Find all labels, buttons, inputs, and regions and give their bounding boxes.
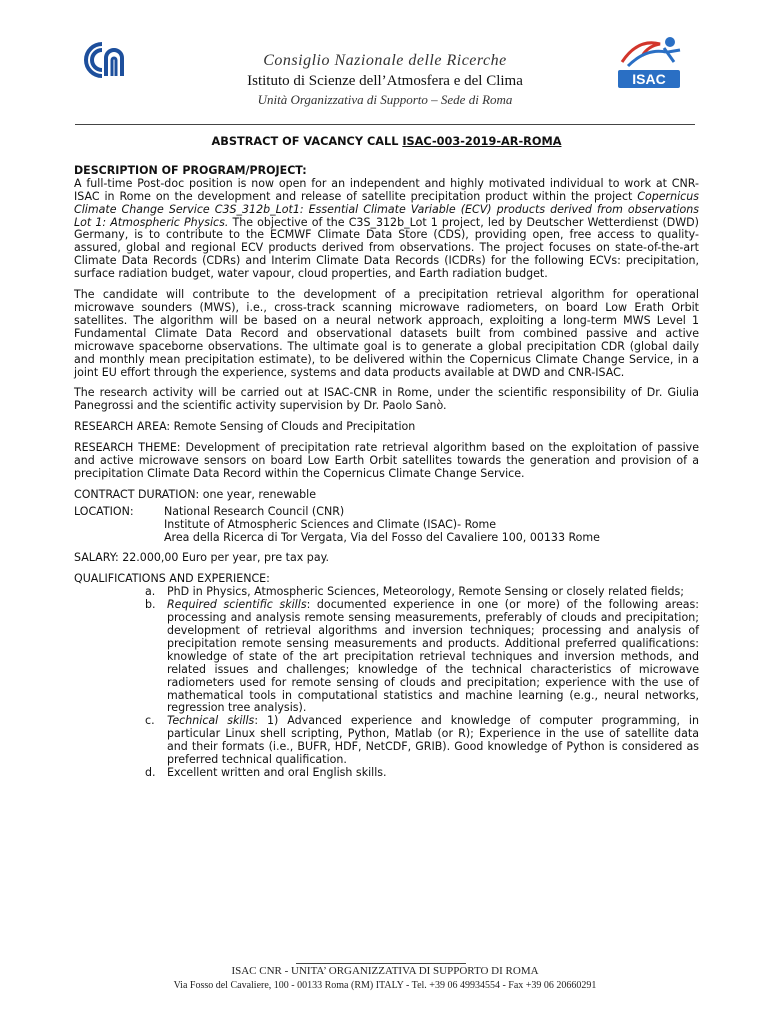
location-line-3: Area della Ricerca di Tor Vergata, Via del Fosso del Cavaliere 100, 00133 Rome [164, 530, 600, 544]
location-block [74, 506, 699, 545]
qualification-b-text: : documented experience in one (or more) of the following areas: processing and analysis remote sensing measurements, preferably of clouds and precipitation; development of retrieval algorithms and inversion techniques; processing and analysis of precipitation remote sensing measurements and products. Additional preferred qualifications: knowledge of state of the art precipitation retrieval techniques and inversion methods, and related issues and challenges; knowledge of the technical characteristics of microwave radiometers used for remote sensing of clouds and precipitation; experience with the use of mathematical tools in computational statistics and machine learning (e.g., neural networks, regression tree analysis). [167, 598, 699, 715]
header-divider [75, 124, 695, 125]
header-org: Consiglio Nazionale delle Ricerche [263, 52, 507, 69]
project-title: Copernicus Climate Change Service C3S_312b_Lot1: Essential Climate Variable (ECV) products derived from observations Lot 1: Atmospheric Physics. [74, 189, 699, 229]
contract-duration: CONTRACT DURATION: one year, renewable [74, 487, 317, 501]
list-marker: a. [145, 585, 156, 599]
description-p1-a: A full-time Post-doc position is now open for an independent and highly motivated individual to work at CNR-ISAC in Rome on the development and release of satellite precipitation product within the project [74, 176, 699, 203]
location-label: LOCATION: [74, 504, 134, 518]
footer-line-1: ISAC CNR - UNITA’ ORGANIZZATIVA DI SUPPORTO DI ROMA [231, 965, 539, 977]
list-marker: d. [145, 765, 156, 779]
list-item [145, 714, 699, 767]
footer-divider [296, 963, 466, 964]
description-heading: DESCRIPTION OF PROGRAM/PROJECT: [74, 163, 307, 177]
description-p1-b: The objective of the C3S_312b_Lot 1 project, led by Deutscher Wetterdienst (DWD) Germany, is to contribute to the ECMWF Climate Data Store (CDS), providing open, free access to quality-assured, global and regional ECV products derived from observations. The project focuses on state-of-the-art Climate Data Records (CDRs) and Interim Climate Data Records (ICDRs) for the following ECVs: precipitation, surface radiation budget, water vapour, cloud properties, and Earth radiation budget. [74, 215, 699, 281]
salary: SALARY: 22.000,00 Euro per year, pre tax pay. [74, 551, 330, 565]
description-paragraph-1 [74, 178, 699, 281]
description-paragraph-3: The research activity will be carried out at ISAC-CNR in Rome, under the scientific responsibility of Dr. Giulia Panegrossi and the scientific activity supervision by Dr. Paolo Sanò. [74, 386, 699, 413]
isac-logo-text: ISAC [632, 71, 666, 87]
qualification-d-text: Excellent written and oral English skills. [167, 765, 387, 779]
vacancy-code: ISAC-003-2019-AR-ROMA [402, 135, 562, 148]
research-area: RESEARCH AREA: Remote Sensing of Clouds and Precipitation [74, 420, 416, 434]
qualification-c-label: Technical skills [167, 714, 255, 728]
header-unit: Unità Organizzativa di Supporto – Sede di Roma [257, 92, 513, 107]
location-line-2: Institute of Atmospheric Sciences and Climate (ISAC)- Rome [164, 517, 497, 531]
list-marker: b. [145, 598, 156, 612]
qualification-c-text: : 1) Advanced experience and knowledge of computer programming, in particular Linux shell scripting, Python, Matlab (or R); Experience in the use of satellite data and their formats (i.e., BUFR, HDF, NetCDF, GRIB). Good knowledge of Python is considered as preferred technical qualification. [167, 714, 699, 767]
description-paragraph-2: The candidate will contribute to the development of a precipitation retrieval algorithm for operational microwave sounders (MWS), i.e., cross-track scanning microwave radiometers, on board Low Erath Orbit satellites. The algorithm will be based on a neural network approach, exploiting a long-term MWS Level 1 Fundamental Climate Data Record and observational datasets built from combined passive and active microwave spaceborne observations. The ultimate goal is to generate a global precipitation CDR (global daily and monthly mean precipitation estimate), to be delivered within the Copernicus Climate Change Service, in a joint EU effort through the experience, systems and data products available at DWD and CNR-ISAC. [74, 288, 699, 379]
list-item [145, 598, 699, 715]
list-marker: c. [145, 714, 155, 728]
research-theme: RESEARCH THEME: Development of precipitation rate retrieval algorithm based on the exploitation of passive and active microwave sensors on board Low Earth Orbit satellites towards the generation and provision of a precipitation Climate Data Record within the Copernicus Climate Change Service. [74, 441, 699, 480]
header-institute: Istituto di Scienze dell’Atmosfera e del Clima [247, 73, 523, 89]
qualification-b-label: Required scientific skills [167, 598, 307, 612]
location-line-1: National Research Council (CNR) [164, 504, 345, 518]
list-item [145, 765, 699, 780]
qualification-a-text: PhD in Physics, Atmospheric Sciences, Meteorology, Remote Sensing or closely related fields; [167, 585, 684, 599]
qualifications-list [74, 586, 699, 780]
document-body [74, 136, 699, 780]
qualifications-heading: QUALIFICATIONS AND EXPERIENCE: [74, 572, 270, 586]
footer-line-2: Via Fosso del Cavaliere, 100 - 00133 Roma (RM) ITALY - Tel. +39 06 49934554 - Fax +39 06 20660291 [173, 980, 597, 991]
page-title [74, 136, 699, 149]
title-prefix: ABSTRACT OF VACANCY CALL [211, 135, 403, 148]
